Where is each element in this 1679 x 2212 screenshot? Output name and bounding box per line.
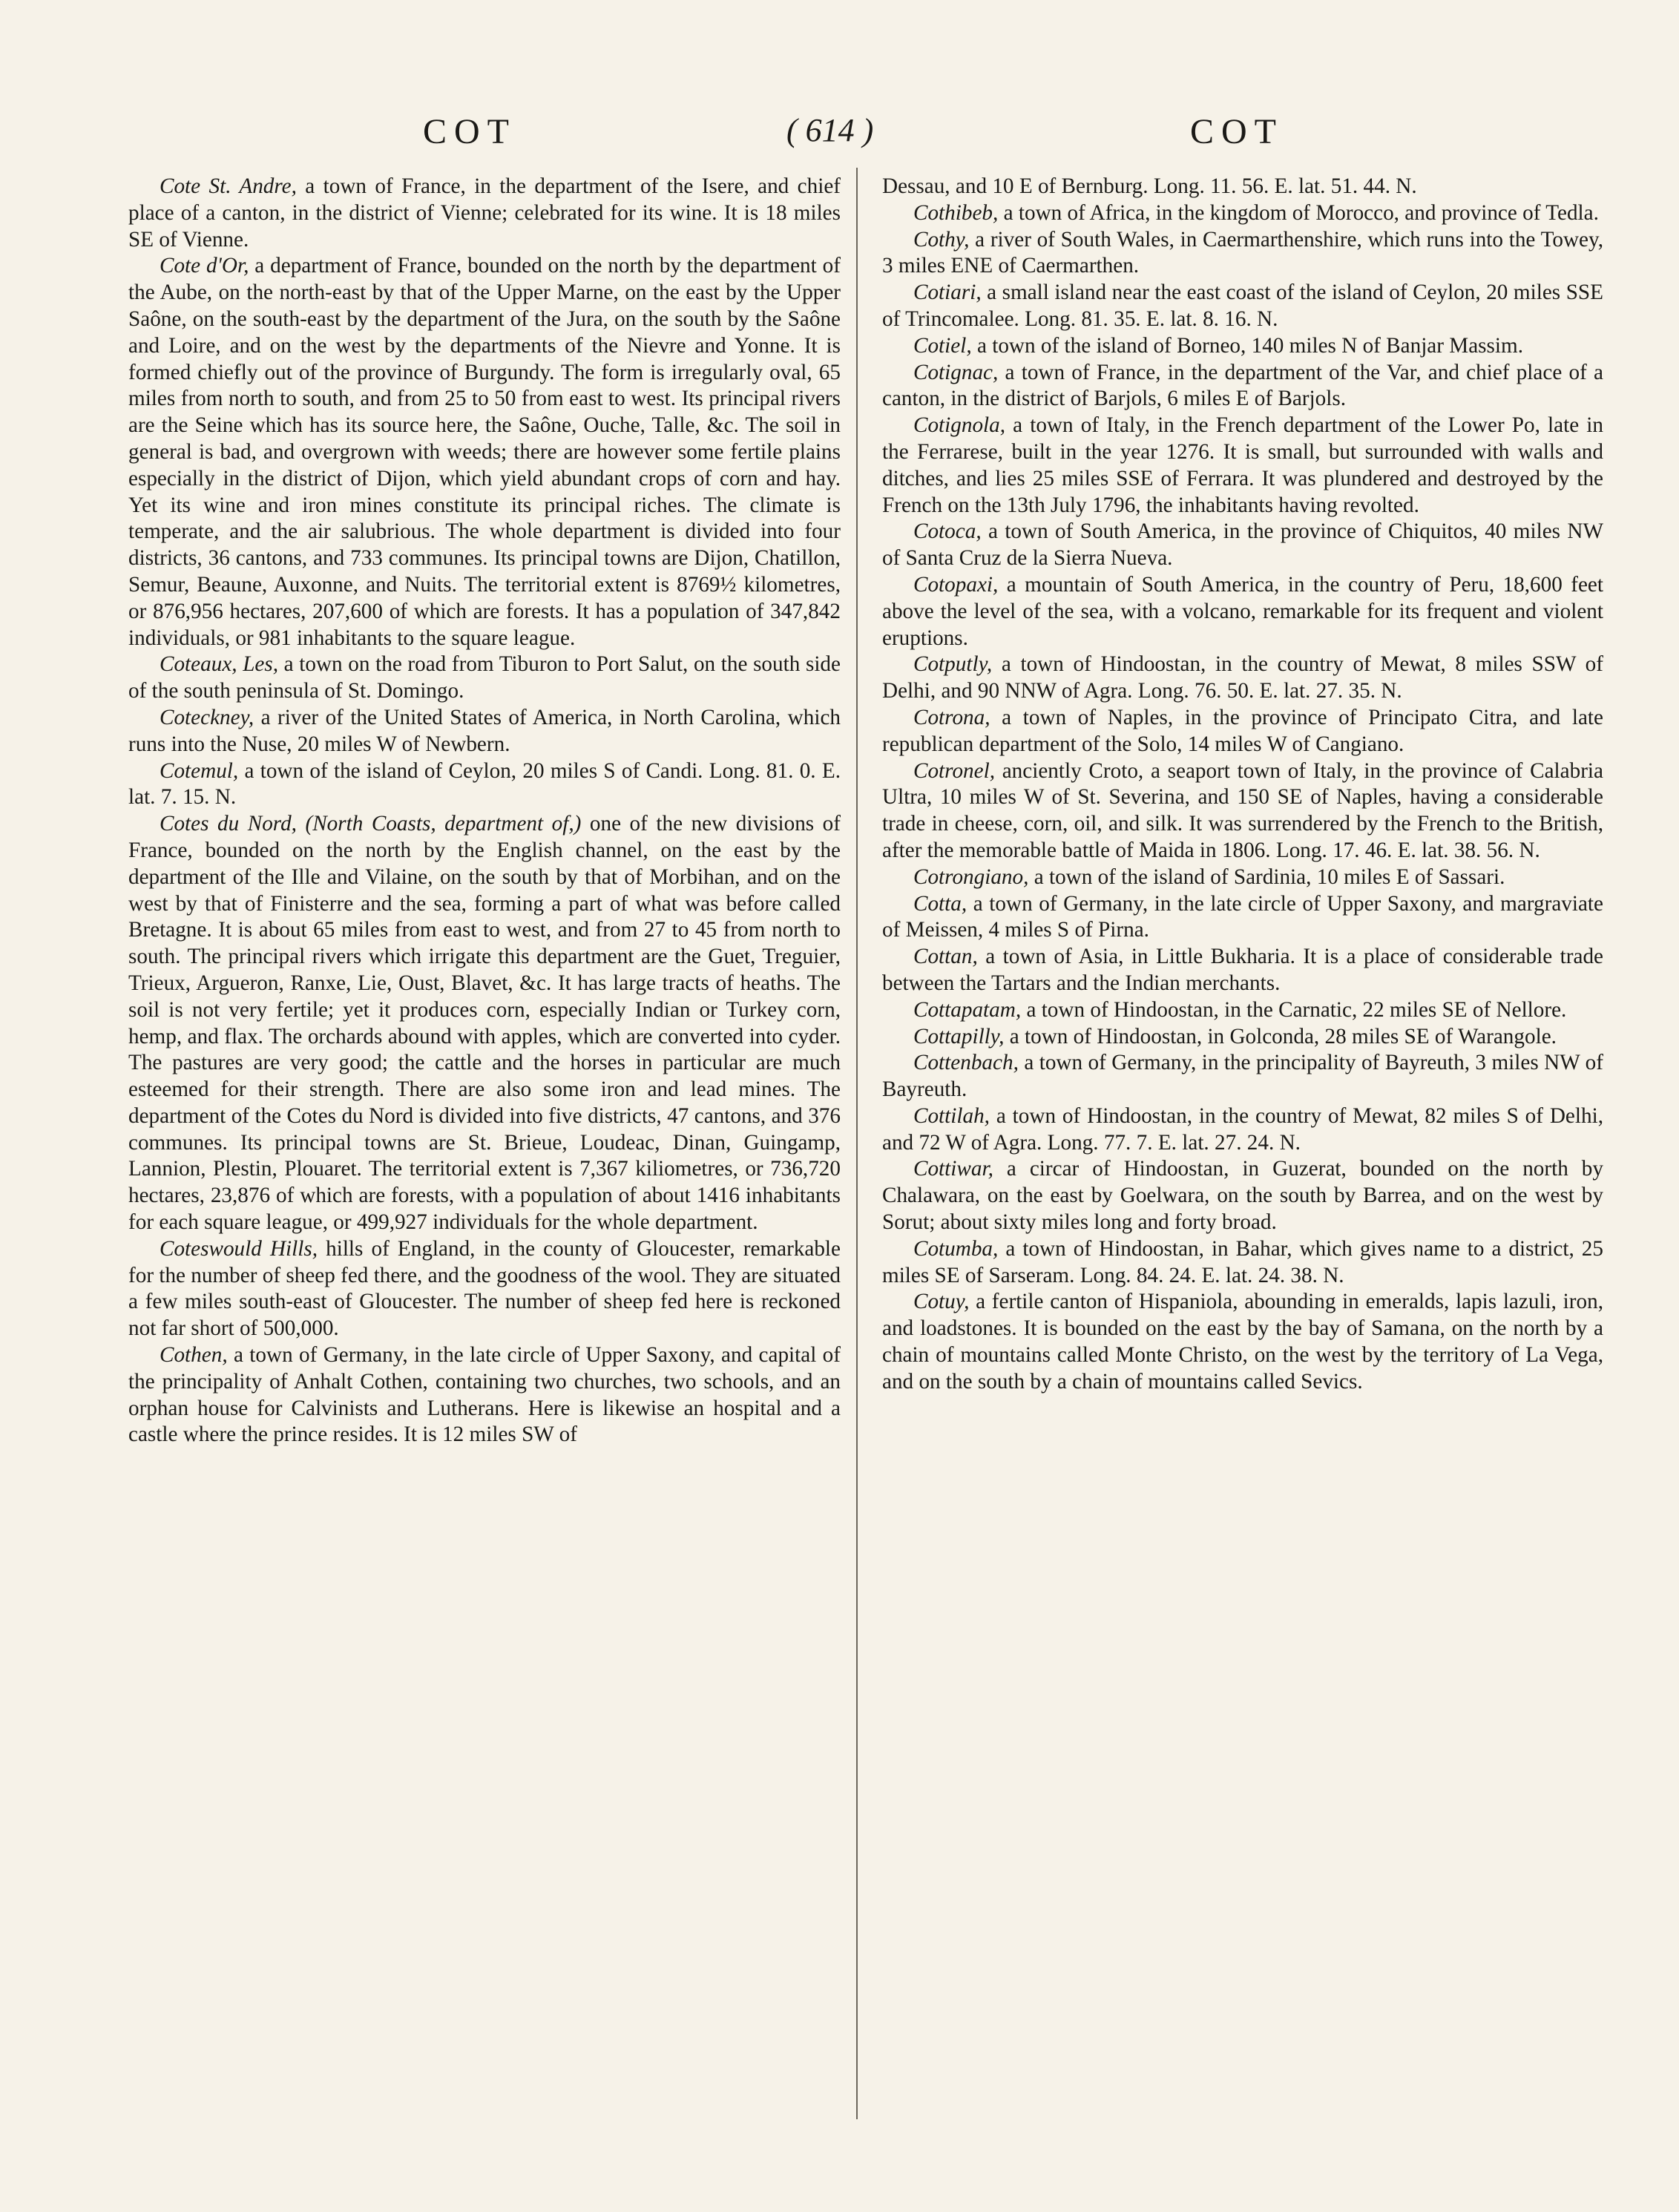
entry-term: Cottilah, <box>913 1103 990 1128</box>
entry-term: Cotputly, <box>913 652 993 677</box>
entry-text: Dessau, and 10 E of Bernburg. Long. 11. 56. E. lat. 51. 44. N. <box>882 174 1417 198</box>
entry-term: Cotemul, <box>160 758 239 783</box>
entry-text: one of the new divisions of France, bounded on the north by the English channel, on the east by the department of the Ille and Vilaine, on the south by that of Morbihan, and on the west by that of Finisterre and the sea, forming a part of what was before called Bretagne. It is about 65 miles from east to west, and from 27 to 45 from north to south. The principal rivers which irrigate this department are the Guet, Treguier, Trieux, Argueron, Ranxe, Lie, Oust, Blavet, &c. It has large tracts of heaths. The soil is not very fertile; yet it produces corn, especially Indian or Turkey corn, hemp, and flax. The orchards abound with apples, which are converted into cyder. The pastures are very good; the cattle and the horses in particular are much esteemed for their strength. There are also some iron and lead mines. The department of the Cotes du Nord is divided into five districts, 47 cantons, and 376 communes. Its principal towns are St. Brieue, Loudeac, Dinan, Guingamp, Lannion, Plestin, Plouaret. The territorial extent is 7,367 kiliometres, or 736,720 hectares, 23,876 of which are forests, with a population of about 1416 inhabitants for each square league, or 499,927 individuals for the whole department. <box>128 812 841 1235</box>
dictionary-entry <box>882 572 1603 652</box>
entry-term: Coteswould Hills, <box>160 1236 318 1261</box>
entry-text: anciently Croto, a seaport town of Italy, in the province of Calabria Ultra, 10 miles W of St. Severina, and 150 SE of Naples, having a considerable trade in cheese, corn, oil, and silk. It was surrendered by the French to the British, after the memorable battle of Maida in 1806. Long. 17. 46. E. lat. 38. 56. N. <box>882 758 1603 862</box>
dictionary-entry <box>882 997 1603 1024</box>
dictionary-entry <box>128 1342 841 1448</box>
dictionary-entry <box>128 1236 841 1342</box>
entry-text: a town of South America, in the province of Chiquitos, 40 miles NW of Santa Cruz de la Sierra Nueva. <box>882 519 1603 571</box>
dictionary-entry <box>128 174 841 253</box>
entry-text: a town of Africa, in the kingdom of Morocco, and province of Tedla. <box>998 200 1599 225</box>
dictionary-entry <box>882 174 1603 200</box>
entry-text: hills of England, in the county of Gloucester, remarkable for the number of sheep fed there, and the goodness of the wool. They are situated a few miles south-east of Gloucester. The number of sheep fed here is reckoned not far short of 500,000. <box>128 1236 841 1341</box>
dictionary-entry <box>882 519 1603 572</box>
entry-term: Cottapilly, <box>913 1024 1005 1048</box>
entry-text: a town of Hindoostan, in the Carnatic, 22 miles SE of Nellore. <box>1021 997 1567 1022</box>
right-column <box>882 174 1603 2170</box>
dictionary-entry <box>128 253 841 652</box>
entry-term: Cothy, <box>913 227 970 252</box>
entry-term: Cotignac, <box>913 360 999 384</box>
dictionary-entry <box>882 1024 1603 1051</box>
entry-text: a town of Asia, in Little Bukharia. It is a place of considerable trade between the Tartars and the Indian merchants. <box>882 945 1603 995</box>
dictionary-entry <box>882 200 1603 227</box>
running-header <box>423 111 1284 163</box>
entry-term: Cottapatam, <box>913 997 1022 1022</box>
entry-text: a town of Naples, in the province of Principato Citra, and late republican department of the Solo, 14 miles W of Cangiano. <box>882 705 1603 756</box>
dictionary-entry <box>128 705 841 758</box>
entry-text: a circar of Hindoostan, in Guzerat, bounded on the north by Chalawara, on the east by Goelwara, on the south by Barrea, and on the west by Sorut; about sixty miles long and forty broad. <box>882 1157 1603 1235</box>
entry-term: Cotronel, <box>913 758 995 783</box>
entry-text: a department of France, bounded on the north by the department of the Aube, on the north-east by that of the Upper Marne, on the east by the Upper Saône, on the south-east by the department of the Jura, on the south by the Saône and Loire, and on the west by the departments of the Nievre and Yonne. It is formed chiefly out of the province of Burgundy. The form is irregularly oval, 65 miles from north to south, and from 25 to 50 from east to west. Its principal rivers are the Seine which has its source here, the Saône, Ouche, Talle, &c. The soil in general is bad, and overgrown with weeds; there are however some fertile plains especially in the district of Dijon, which yield abundant crops of corn and hay. Yet its wine and iron mines constitute its principal riches. The climate is temperate, and the air salubrious. The whole department is divided into four districts, 36 cantons, and 733 communes. Its principal towns are Dijon, Chatillon, Semur, Beaune, Auxonne, and Nuits. The territorial extent is 8769½ kilometres, or 876,956 hectares, 207,600 of which are forests. It has a population of 347,842 individuals, or 981 inhabitants to the square league. <box>128 254 841 650</box>
entry-text: a town of Hindoostan, in the country of Mewat, 8 miles SSW of Delhi, and 90 NNW of Agra. Long. 76. 50. E. lat. 27. 35. N. <box>882 652 1603 703</box>
dictionary-entry <box>882 1289 1603 1395</box>
entry-text: a town of Germany, in the late circle of Upper Saxony, and margraviate of Meissen, 4 miles S of Pirna. <box>882 891 1603 942</box>
dictionary-entry <box>882 1050 1603 1103</box>
dictionary-entry <box>882 413 1603 519</box>
dictionary-entry <box>882 1236 1603 1290</box>
entry-text: a fertile canton of Hispaniola, abounding in emeralds, lapis lazuli, iron, and loadstones. It is bounded on the east by the bay of Samana, on the north by a chain of mountains called Monte Christo, on the west by the territory of La Vega, and on the south by a chain of mountains called Sevics. <box>882 1290 1603 1394</box>
entry-text: a small island near the east coast of the island of Ceylon, 20 miles SSE of Trincomalee. Long. 81. 35. E. lat. 8. 16. N. <box>882 280 1603 331</box>
entry-term: Cottenbach, <box>913 1051 1019 1075</box>
entry-term: Cotoca, <box>913 519 982 544</box>
entry-text: a river of the United States of America, in North Carolina, which runs into the Nuse, 20 miles W of Newbern. <box>128 705 841 756</box>
entry-term: Cottan, <box>913 945 978 969</box>
dictionary-entry <box>128 758 841 812</box>
entry-text: a town of Hindoostan, in the country of Mewat, 82 miles S of Delhi, and 72 W of Agra. Long. 77. 7. E. lat. 27. 24. N. <box>882 1103 1603 1155</box>
entry-term: Cotopaxi, <box>913 572 999 597</box>
header-right-word: COT <box>1190 112 1284 151</box>
dictionary-entry <box>128 652 841 705</box>
dictionary-entry <box>882 891 1603 945</box>
dictionary-entry <box>882 1156 1603 1235</box>
entry-text: a town of Italy, in the French department of the Lower Po, late in the Ferrarese, built in the year 1276. It is small, but surrounded with walls and ditches, and lies 25 miles SSE of Ferrara. It was plundered and destroyed by the French on the 13th July 1796, the inhabitants having revolted. <box>882 413 1603 517</box>
entry-term: Cotes du Nord, (North Coasts, department of,) <box>160 812 582 836</box>
entry-text: a town of Hindoostan, in Bahar, which gives name to a district, 25 miles SE of Sarseram. Long. 84. 24. E. lat. 24. 38. N. <box>882 1236 1603 1287</box>
entry-term: Coteaux, Les, <box>160 652 279 677</box>
dictionary-entry <box>882 360 1603 413</box>
left-column <box>128 174 841 2170</box>
dictionary-entry <box>882 944 1603 997</box>
entry-text: a town of the island of Borneo, 140 miles N of Banjar Massim. <box>971 333 1524 358</box>
entry-text: a town of France, in the department of the Var, and chief place of a canton, in the district of Barjols, 6 miles E of Barjols. <box>882 360 1603 411</box>
entry-term: Cottiwar, <box>913 1157 993 1181</box>
header-left-word: COT <box>423 112 516 151</box>
entry-text: a town of Hindoostan, in Golconda, 28 miles SE of Warangole. <box>1004 1024 1557 1048</box>
entry-text: a town of Germany, in the late circle of Upper Saxony, and capital of the principality of Anhalt Cothen, containing two churches, two schools, and an orphan house for Calvinists and Lutherans. Here is likewise an hospital and a castle where the prince resides. It is 12 miles SW of <box>128 1343 841 1447</box>
dictionary-entry <box>882 705 1603 758</box>
entry-text: a town on the road from Tiburon to Port Salut, on the south side of the south peninsula of St. Domingo. <box>128 652 841 703</box>
text-columns <box>128 174 1603 2170</box>
entry-term: Cotuy, <box>913 1290 970 1314</box>
entry-term: Cotta, <box>913 891 967 916</box>
dictionary-entry <box>882 1103 1603 1157</box>
entry-term: Cotrongiano, <box>913 864 1029 889</box>
dictionary-entry <box>882 280 1603 333</box>
entry-term: Coteckney, <box>160 705 254 729</box>
entry-text: a town of Germany, in the principality of Bayreuth, 3 miles NW of Bayreuth. <box>882 1051 1603 1102</box>
entry-text: a town of the island of Sardinia, 10 miles E of Sassari. <box>1028 864 1505 889</box>
dictionary-entry <box>128 811 841 1236</box>
entry-term: Cothibeb, <box>913 200 999 225</box>
entry-term: Cotrona, <box>913 705 990 729</box>
entry-term: Cote d'Or, <box>160 254 249 278</box>
entry-term: Cotiel, <box>913 333 972 358</box>
entry-text: a town of France, in the department of the Isere, and chief place of a canton, in the district of Vienne; celebrated for its wine. It is 18 miles SE of Vienne. <box>128 174 841 252</box>
entry-text: a mountain of South America, in the country of Peru, 18,600 feet above the level of the sea, with a volcano, remarkable for its frequent and violent eruptions. <box>882 572 1603 650</box>
entry-term: Cote St. Andre, <box>160 174 297 198</box>
dictionary-entry <box>882 227 1603 280</box>
dictionary-entry <box>882 864 1603 891</box>
page-number: ( 614 ) <box>786 112 874 148</box>
entry-text: a river of South Wales, in Caermarthenshire, which runs into the Towey, 3 miles ENE of Caermarthen. <box>882 227 1603 278</box>
dictionary-entry <box>882 652 1603 705</box>
entry-term: Cotumba, <box>913 1236 999 1261</box>
dictionary-entry <box>882 333 1603 360</box>
entry-text: a town of the island of Ceylon, 20 miles S of Candi. Long. 81. 0. E. lat. 7. 15. N. <box>128 758 841 810</box>
entry-term: Cotignola, <box>913 413 1006 438</box>
dictionary-entry <box>882 758 1603 864</box>
entry-term: Cotiari, <box>913 280 982 305</box>
entry-term: Cothen, <box>160 1343 228 1368</box>
